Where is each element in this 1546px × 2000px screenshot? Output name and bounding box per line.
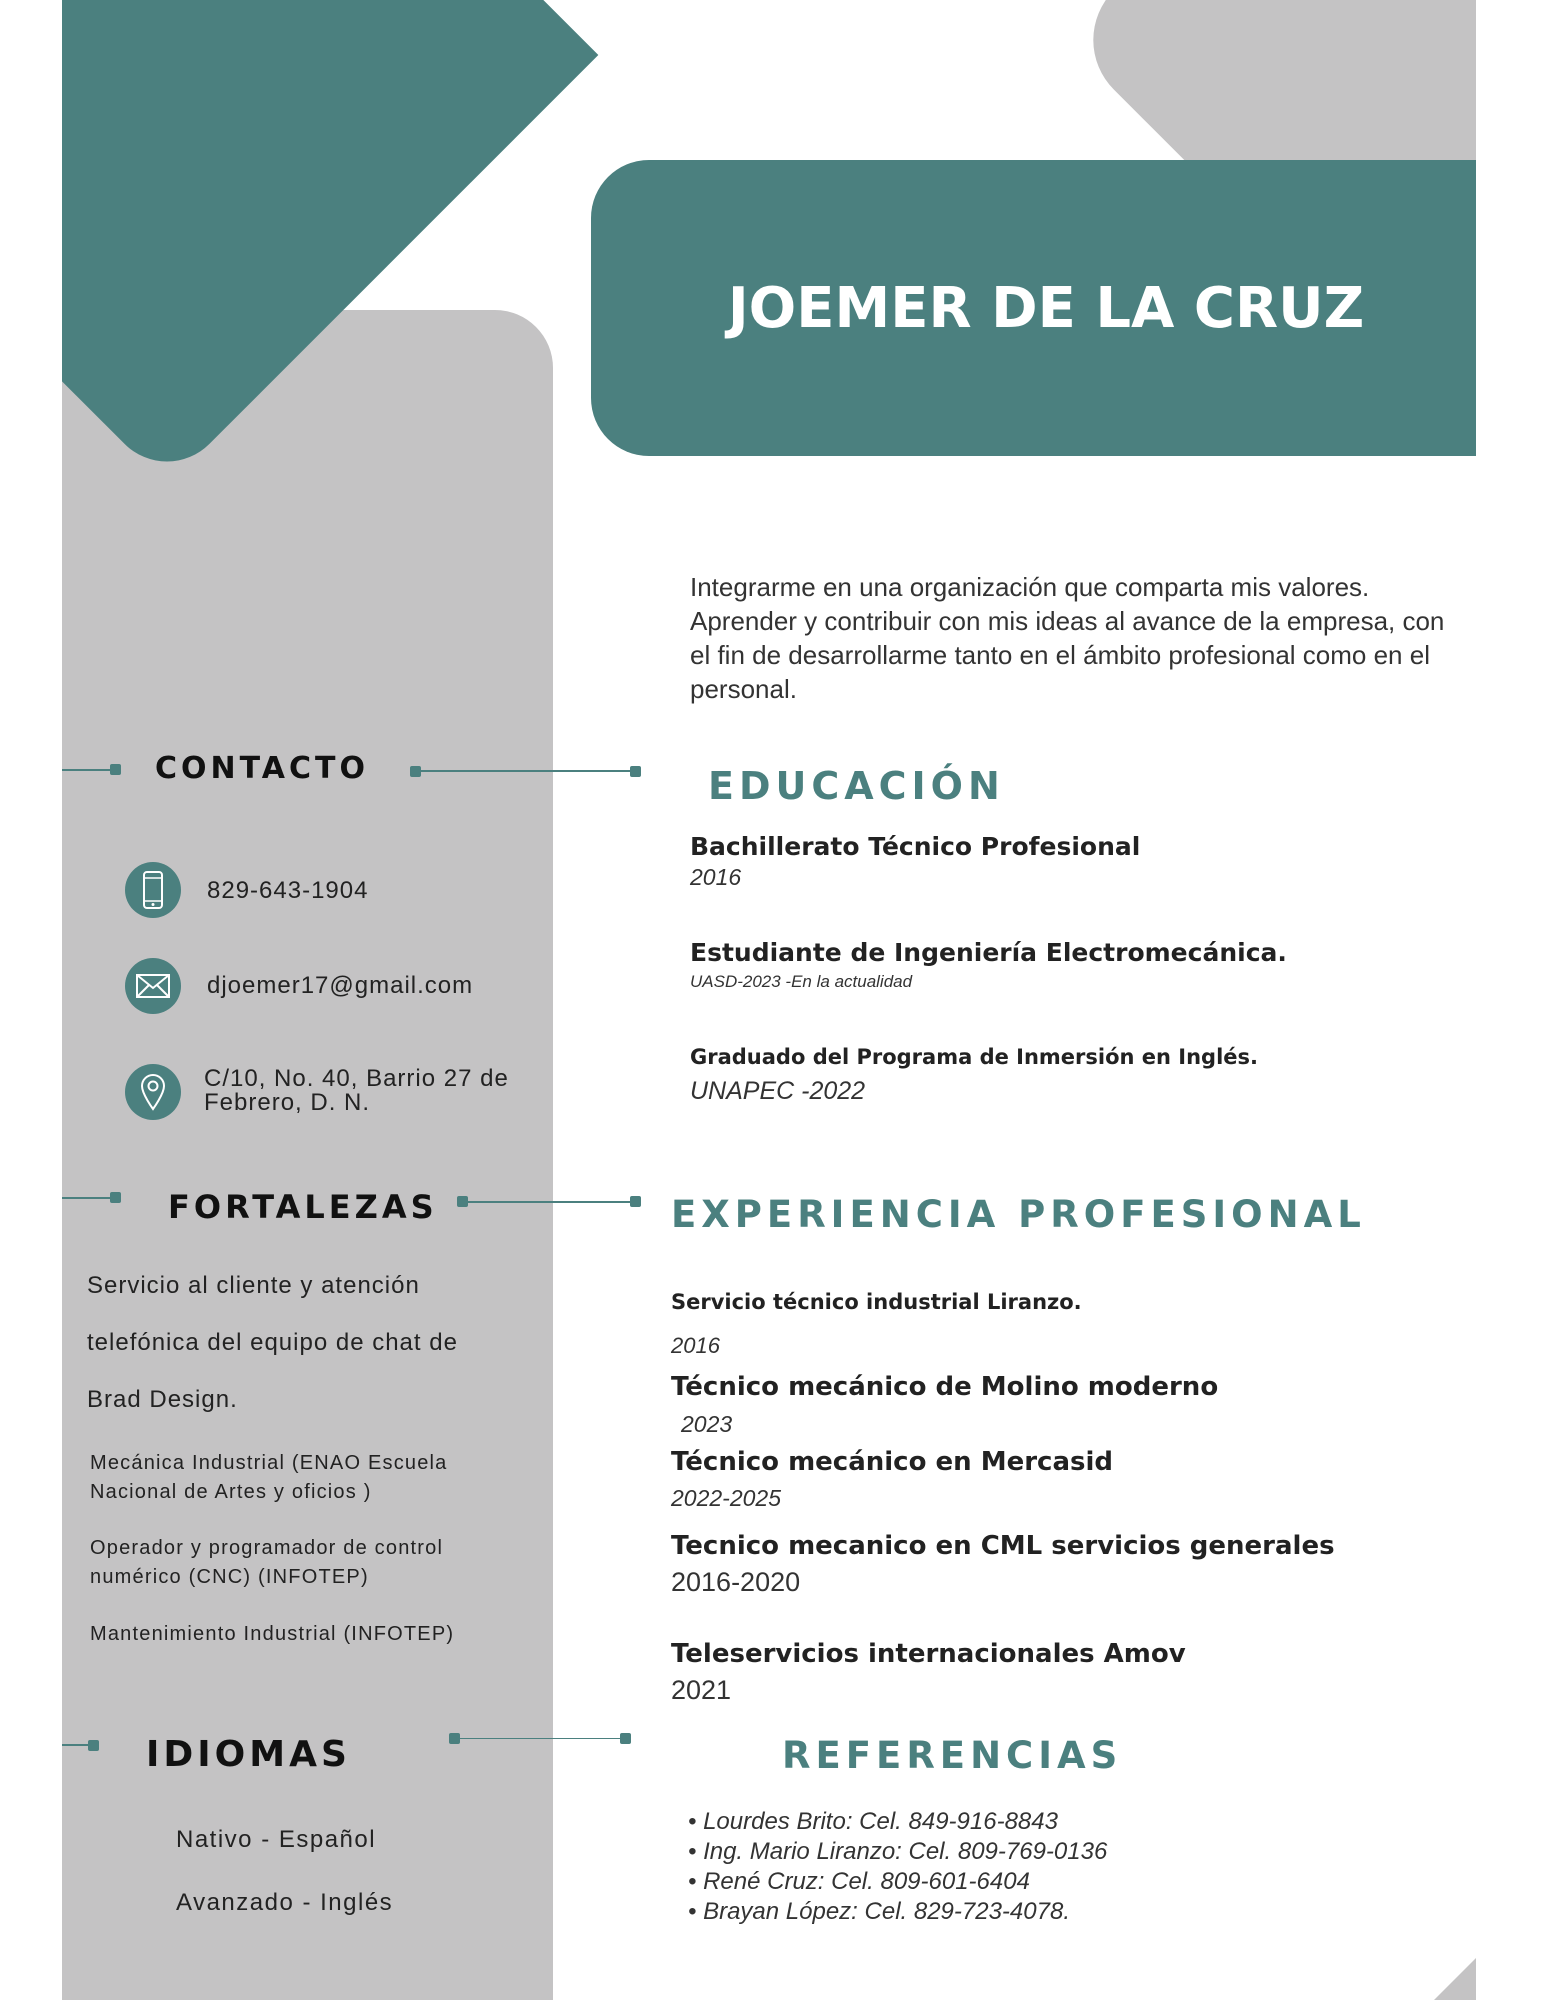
education-detail: UNAPEC -2022 bbox=[690, 1077, 866, 1105]
corner-triangle bbox=[1434, 1958, 1476, 2000]
strength-item: Mecánica Industrial (ENAO Escuela Nacional de Artes y oficios ) bbox=[90, 1452, 448, 1503]
experience-date: 2022-2025 bbox=[671, 1485, 781, 1511]
phone-icon bbox=[125, 862, 181, 918]
experience-date: 2016-2020 bbox=[671, 1567, 801, 1597]
address-line-1: C/10, No. 40, Barrio 27 de bbox=[204, 1065, 509, 1092]
strength-item: Mantenimiento Industrial (INFOTEP) bbox=[90, 1623, 455, 1645]
email-address[interactable]: djoemer17@gmail.com bbox=[207, 972, 474, 999]
education-heading: EDUCACIÓN bbox=[708, 764, 1005, 808]
experience-title: Técnico mecánico de Molino moderno bbox=[671, 1372, 1219, 1402]
reference-item: • Brayan López: Cel. 829-723-4078. bbox=[688, 1898, 1070, 1925]
strength-main: Servicio al cliente y atención telefónica del equipo de chat de Brad Design. bbox=[87, 1272, 458, 1413]
languages-line-right bbox=[457, 1738, 627, 1739]
location-pin-icon bbox=[125, 1064, 181, 1120]
experience-date: 2021 bbox=[671, 1675, 732, 1705]
reference-item: • Lourdes Brito: Cel. 849-916-8843 bbox=[688, 1808, 1058, 1835]
strength-item: Operador y programador de control numérico (CNC) (INFOTEP) bbox=[90, 1537, 444, 1588]
languages-line-left bbox=[62, 1744, 92, 1746]
experience-title: Tecnico mecanico en CML servicios generales bbox=[671, 1531, 1335, 1561]
phone-number[interactable]: 829-643-1904 bbox=[207, 877, 369, 904]
reference-item: • René Cruz: Cel. 809-601-6404 bbox=[688, 1868, 1030, 1895]
strengths-line-right bbox=[465, 1201, 637, 1203]
strengths-line-left bbox=[62, 1197, 112, 1199]
education-title: Bachillerato Técnico Profesional bbox=[690, 832, 1141, 861]
experience-date: 2023 bbox=[681, 1411, 733, 1437]
experience-title: Servicio técnico industrial Liranzo. bbox=[671, 1290, 1082, 1314]
strengths-heading: FORTALEZAS bbox=[168, 1188, 438, 1226]
strengths-dot-end bbox=[630, 1196, 641, 1207]
objective-text: Integrarme en una organización que comparta mis valores. Aprender y contribuir con mis ideas al avance de la empresa, con el fin de desarrollarme tanto en el ámbito profesional como en el personal. bbox=[690, 572, 1445, 704]
reference-item: • Ing. Mario Liranzo: Cel. 809-769-0136 bbox=[688, 1838, 1108, 1865]
experience-title: Teleservicios internacionales Amov bbox=[671, 1639, 1186, 1669]
contact-dot-left bbox=[110, 764, 121, 775]
contact-line-right bbox=[418, 770, 636, 772]
education-detail: 2016 bbox=[690, 864, 742, 890]
experience-date: 2016 bbox=[671, 1333, 720, 1358]
address-line-2: Febrero, D. N. bbox=[204, 1089, 371, 1116]
language-item: Nativo - Español bbox=[176, 1826, 377, 1853]
experience-title: Técnico mecánico en Mercasid bbox=[671, 1447, 1113, 1477]
candidate-name: JOEMER DE LA CRUZ bbox=[727, 275, 1365, 341]
strengths-dot-left bbox=[110, 1192, 121, 1203]
address bbox=[204, 1067, 509, 1115]
languages-dot-end bbox=[620, 1733, 631, 1744]
education-detail: UASD-2023 -En la actualidad bbox=[690, 972, 913, 991]
references-heading: REFERENCIAS bbox=[782, 1734, 1123, 1777]
contact-dot-end bbox=[630, 766, 641, 777]
education-title: Estudiante de Ingeniería Electromecánica. bbox=[690, 938, 1287, 967]
experience-heading: EXPERIENCIA PROFESIONAL bbox=[671, 1193, 1366, 1236]
language-item: Avanzado - Inglés bbox=[176, 1889, 394, 1916]
languages-heading: IDIOMAS bbox=[146, 1734, 351, 1775]
contact-heading: CONTACTO bbox=[155, 751, 369, 786]
contact-line-left bbox=[62, 769, 112, 771]
education-title: Graduado del Programa de Inmersión en Inglés. bbox=[690, 1045, 1259, 1069]
resume-page bbox=[62, 0, 1476, 2000]
name-banner bbox=[591, 160, 1476, 456]
mail-icon bbox=[125, 958, 181, 1014]
